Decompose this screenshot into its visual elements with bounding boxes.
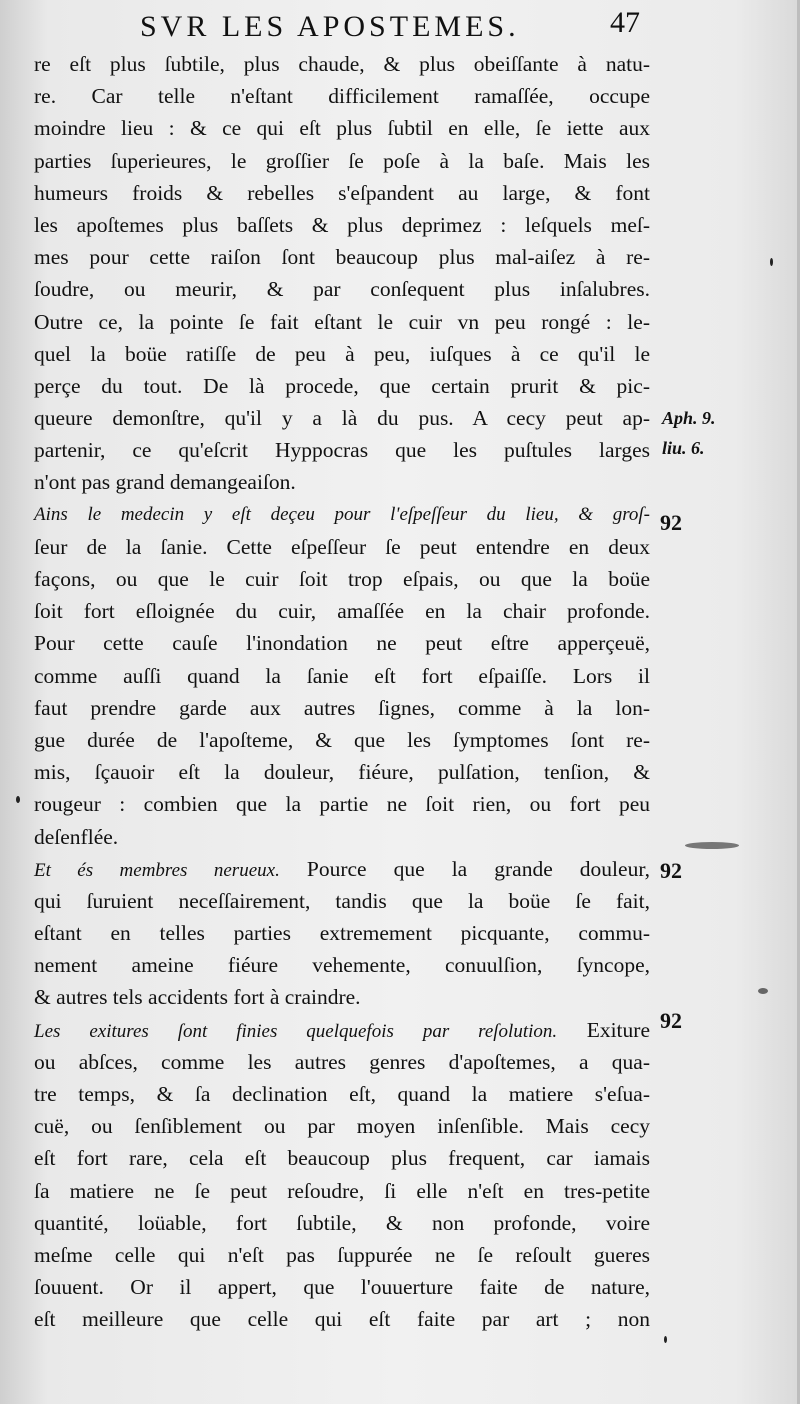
text-line: les apoſtemes plus baſſets & plus deprimez : leſquels meſ- (34, 212, 650, 237)
ink-speck (16, 796, 20, 803)
text-line: ou abſces, comme les autres genres d'apoſtemes, a qua- (34, 1049, 650, 1074)
section-number: 92 (660, 858, 682, 883)
section-number: 92 (660, 1008, 682, 1033)
text-line: nement ameine fiéure vehemente, conuulſion, ſyncope, (34, 953, 650, 978)
ink-speck (664, 1336, 667, 1343)
text-line: ſoudre, ou meurir, & par conſequent plus inſalubres. (34, 277, 650, 302)
text-line: partenir, ce qu'eſcrit Hyppocras que les puſtules larges (34, 438, 650, 463)
text-line: humeurs froids & rebelles s'eſpandent au large, & font (34, 180, 650, 205)
text-line: moindre lieu : & ce qui eſt plus ſubtil en elle, ſe iette aux (34, 116, 650, 141)
text-line: parties ſuperieures, le groſſier ſe poſe à la baſe. Mais les (34, 148, 650, 173)
lemma-line (34, 1014, 650, 1046)
ink-speck (758, 988, 768, 994)
text-line: ſouuent. Or il appert, que l'ouuerture faite de nature, (34, 1275, 650, 1300)
lemma-line: Ains le medecin y eſt deçeu pour l'eſpeſſeur du lieu, & groſ- (34, 503, 650, 525)
text-line: eſt meilleure que celle qui eſt faite par art ; non (34, 1307, 650, 1332)
text-line: re. Car telle n'eſtant difficilement ramaſſée, occupe (34, 84, 650, 109)
text-line: rougeur : combien que la partie ne ſoit rien, ou fort peu (34, 792, 650, 817)
text-line: quel la boüe ratiſſe de peu à peu, iuſques à ce qu'il le (34, 341, 650, 366)
text-line: Pour cette cauſe l'inondation ne peut eſtre apperçeuë, (34, 631, 650, 656)
text-line: mis, ſçauoir eſt la douleur, fiéure, pulſation, tenſion, & (34, 760, 650, 785)
text-line: quantité, loüable, fort ſubtile, & non profonde, voire (34, 1210, 650, 1235)
text-line: deſenflée. (34, 824, 119, 849)
text-line: cuë, ou ſenſiblement ou par moyen inſenſible. Mais cecy (34, 1114, 650, 1139)
running-head: SVR LES APOSTEMES. (140, 10, 520, 43)
text-line: qui ſuruient neceſſairement, tandis que la boüe ſe fait, (34, 888, 650, 913)
lemma-italic: Et és membres nerueux. (34, 859, 280, 881)
ink-speck (770, 258, 773, 266)
page-number: 47 (610, 6, 640, 39)
text-line: re eſt plus ſubtile, plus chaude, & plus obeiſſante à natu- (34, 52, 650, 76)
lemma-text: Exiture (586, 1017, 650, 1042)
text-line: n'ont pas grand demangeaiſon. (34, 470, 296, 495)
lemma-italic: Les exitures ſont finies quelquefois par reſolution. (34, 1020, 558, 1042)
page-header (0, 6, 800, 46)
margin-ref-aph: Aph. 9. (662, 408, 716, 428)
text-line: comme auſſi quand la ſanie eſt fort eſpaiſſe. Lors il (34, 663, 650, 688)
text-line: eſtant en telles parties extremement picquante, commu- (34, 921, 650, 946)
text-line: Outre ce, la pointe ſe fait eſtant le cuir vn peu rongé : le- (34, 309, 650, 334)
text-line: perçe du tout. De là procede, que certain prurit & pic- (34, 373, 650, 398)
lemma-text: Pource que la grande douleur, (306, 856, 650, 881)
text-line: queure demonſtre, qu'il y a là du pus. A cecy peut ap- (34, 406, 650, 431)
section-number: 92 (660, 510, 682, 535)
text-line: faut prendre garde aux autres ſignes, comme à la lon- (34, 695, 650, 720)
margin-ref-liu: liu. 6. (662, 438, 705, 458)
text-line: ſeur de la ſanie. Cette eſpeſſeur ſe peut entendre en deux (34, 534, 650, 559)
text-line: gue durée de l'apoſteme, & que les ſymptomes ſont re- (34, 727, 650, 752)
body-text (34, 48, 650, 1336)
text-line: ſa matiere ne ſe peut reſoudre, ſi elle n'eſt en tres-petite (34, 1178, 650, 1203)
ink-smudge (685, 842, 739, 849)
text-line: & autres tels accidents fort à craindre. (34, 985, 361, 1010)
text-line: ſoit fort eſloignée du cuir, amaſſée en la chair profonde. (34, 599, 650, 624)
text-line: eſt fort rare, cela eſt beaucoup plus frequent, car iamais (34, 1146, 650, 1171)
text-line: meſme celle qui n'eſt pas ſuppurée ne ſe reſoult gueres (34, 1242, 650, 1267)
text-line: tre temps, & ſa declination eſt, quand la matiere s'eſua- (34, 1082, 650, 1106)
text-line: façons, ou que le cuir ſoit trop eſpais, ou que la boüe (34, 567, 650, 591)
text-line: mes pour cette raiſon ſont beaucoup plus mal-aiſez à re- (34, 245, 650, 270)
lemma-line (34, 853, 650, 885)
